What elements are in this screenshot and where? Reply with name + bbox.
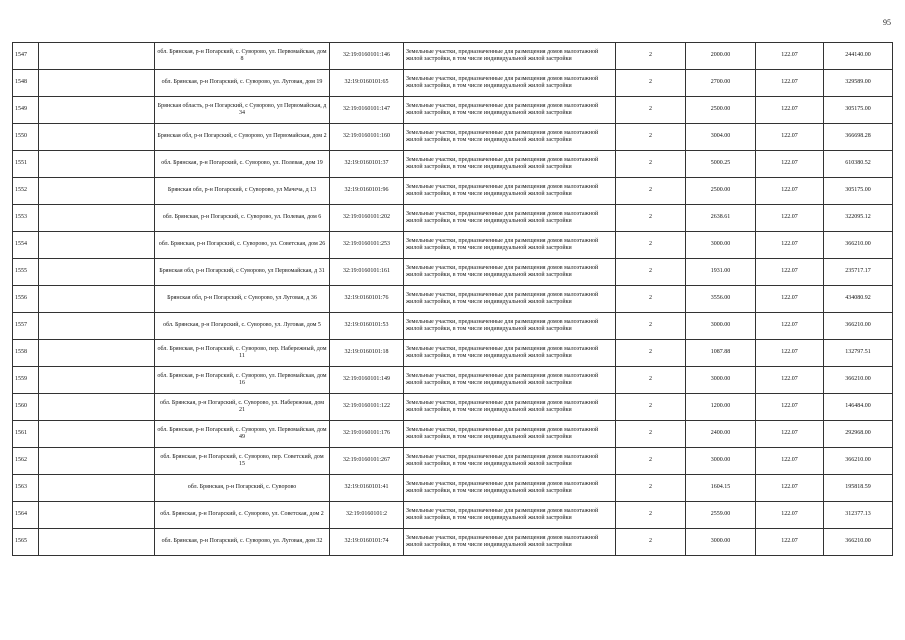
cadastral-number-cell: 32:19:0160101:2 (330, 502, 404, 529)
row-number-cell: 1552 (13, 178, 39, 205)
area-cell: 1931.00 (686, 259, 756, 286)
land-use-cell: Земельные участки, предназначенные для размещения домов малоэтажной жилой застройки, в том числе индивидуальной жилой застройки (404, 448, 616, 475)
table-row (13, 232, 893, 259)
address-cell: обл. Брянская, р-н Погарский, с. Суворово (155, 475, 330, 502)
cadastral-value-cell: 366210.00 (824, 232, 893, 259)
cadastral-value-cell: 329589.00 (824, 70, 893, 97)
group-cell: 2 (616, 151, 686, 178)
area-cell: 3004.00 (686, 124, 756, 151)
table-row (13, 124, 893, 151)
cadastral-value-cell: 235717.17 (824, 259, 893, 286)
cadastral-number-cell: 32:19:0160101:76 (330, 286, 404, 313)
empty-cell (39, 151, 155, 178)
empty-cell (39, 205, 155, 232)
row-number-cell: 1554 (13, 232, 39, 259)
area-cell: 2400.00 (686, 421, 756, 448)
specific-value-cell: 122.07 (756, 124, 824, 151)
table-row (13, 502, 893, 529)
empty-cell (39, 124, 155, 151)
cadastral-value-cell: 366210.00 (824, 313, 893, 340)
land-use-cell: Земельные участки, предназначенные для размещения домов малоэтажной жилой застройки, в том числе индивидуальной жилой застройки (404, 394, 616, 421)
address-cell: Брянская обл, р-н Погарский, с Суворово, ул Первомайская, д 31 (155, 259, 330, 286)
area-cell: 3000.00 (686, 232, 756, 259)
cadastral-number-cell: 32:19:0160101:74 (330, 529, 404, 556)
specific-value-cell: 122.07 (756, 232, 824, 259)
specific-value-cell: 122.07 (756, 70, 824, 97)
empty-cell (39, 394, 155, 421)
table-row (13, 313, 893, 340)
table-row (13, 70, 893, 97)
specific-value-cell: 122.07 (756, 529, 824, 556)
land-use-cell: Земельные участки, предназначенные для размещения домов малоэтажной жилой застройки, в том числе индивидуальной жилой застройки (404, 124, 616, 151)
group-cell: 2 (616, 259, 686, 286)
group-cell: 2 (616, 313, 686, 340)
table-row (13, 97, 893, 124)
empty-cell (39, 178, 155, 205)
cadastral-number-cell: 32:19:0160101:161 (330, 259, 404, 286)
empty-cell (39, 340, 155, 367)
cadastral-value-cell: 322095.12 (824, 205, 893, 232)
cadastral-value-cell: 305175.00 (824, 178, 893, 205)
table-row (13, 43, 893, 70)
address-cell: обл. Брянская, р-н Погарский, с. Суворово, ул. Первомайская, дом 16 (155, 367, 330, 394)
address-cell: обл. Брянская, р-н Погарский, с. Суворово, ул. Полевая, дом 6 (155, 205, 330, 232)
cadastral-number-cell: 32:19:0160101:147 (330, 97, 404, 124)
group-cell: 2 (616, 421, 686, 448)
cadastral-value-cell: 366698.28 (824, 124, 893, 151)
row-number-cell: 1557 (13, 313, 39, 340)
cadastral-value-cell: 366210.00 (824, 448, 893, 475)
address-cell: обл. Брянская, р-н Погарский, с. Суворово, пер. Набережный, дом 11 (155, 340, 330, 367)
empty-cell (39, 367, 155, 394)
cadastral-number-cell: 32:19:0160101:253 (330, 232, 404, 259)
specific-value-cell: 122.07 (756, 475, 824, 502)
row-number-cell: 1553 (13, 205, 39, 232)
area-cell: 1200.00 (686, 394, 756, 421)
address-cell: обл. Брянская, р-н Погарский, с. Суворово, ул. Луговая, дом 32 (155, 529, 330, 556)
address-cell: обл. Брянская, р-н Погарский, с. Суворово, ул. Первомайская, дом 49 (155, 421, 330, 448)
empty-cell (39, 475, 155, 502)
row-number-cell: 1548 (13, 70, 39, 97)
area-cell: 5000.25 (686, 151, 756, 178)
specific-value-cell: 122.07 (756, 448, 824, 475)
area-cell: 1604.15 (686, 475, 756, 502)
row-number-cell: 1564 (13, 502, 39, 529)
area-cell: 3000.00 (686, 448, 756, 475)
empty-cell (39, 97, 155, 124)
group-cell: 2 (616, 394, 686, 421)
table-row (13, 259, 893, 286)
cadastral-value-cell: 312377.13 (824, 502, 893, 529)
cadastral-number-cell: 32:19:0160101:122 (330, 394, 404, 421)
specific-value-cell: 122.07 (756, 178, 824, 205)
cadastral-value-cell: 195818.59 (824, 475, 893, 502)
table-row (13, 151, 893, 178)
group-cell: 2 (616, 70, 686, 97)
cadastral-value-table (12, 42, 893, 556)
specific-value-cell: 122.07 (756, 367, 824, 394)
specific-value-cell: 122.07 (756, 151, 824, 178)
table-row (13, 421, 893, 448)
empty-cell (39, 43, 155, 70)
address-cell: обл. Брянская, р-н Погарский, с. Суворово, ул. Полевая, дом 19 (155, 151, 330, 178)
empty-cell (39, 259, 155, 286)
area-cell: 2700.00 (686, 70, 756, 97)
land-use-cell: Земельные участки, предназначенные для размещения домов малоэтажной жилой застройки, в том числе индивидуальной жилой застройки (404, 259, 616, 286)
table-row (13, 367, 893, 394)
row-number-cell: 1562 (13, 448, 39, 475)
group-cell: 2 (616, 43, 686, 70)
table-row (13, 286, 893, 313)
address-cell: обл. Брянская, р-н Погарский, с. Суворово, ул. Советская, дом 26 (155, 232, 330, 259)
row-number-cell: 1547 (13, 43, 39, 70)
row-number-cell: 1563 (13, 475, 39, 502)
specific-value-cell: 122.07 (756, 259, 824, 286)
table-row (13, 448, 893, 475)
row-number-cell: 1558 (13, 340, 39, 367)
empty-cell (39, 529, 155, 556)
land-use-cell: Земельные участки, предназначенные для размещения домов малоэтажной жилой застройки, в том числе индивидуальной жилой застройки (404, 529, 616, 556)
address-cell: Брянская обл, р-н Погарский, с Суворово, ул Первомайская, дом 2 (155, 124, 330, 151)
land-use-cell: Земельные участки, предназначенные для размещения домов малоэтажной жилой застройки, в том числе индивидуальной жилой застройки (404, 286, 616, 313)
row-number-cell: 1555 (13, 259, 39, 286)
cadastral-number-cell: 32:19:0160101:53 (330, 313, 404, 340)
table-row (13, 394, 893, 421)
cadastral-number-cell: 32:19:0160101:37 (330, 151, 404, 178)
address-cell: обл. Брянская, р-н Погарский, с. Суворово, ул. Первомайская, дом 8 (155, 43, 330, 70)
address-cell: обл. Брянская, р-н Погарский, с. Суворово, ул. Советская, дом 2 (155, 502, 330, 529)
table-row (13, 529, 893, 556)
empty-cell (39, 232, 155, 259)
empty-cell (39, 286, 155, 313)
land-use-cell: Земельные участки, предназначенные для размещения домов малоэтажной жилой застройки, в том числе индивидуальной жилой застройки (404, 205, 616, 232)
cadastral-value-cell: 146484.00 (824, 394, 893, 421)
land-use-cell: Земельные участки, предназначенные для размещения домов малоэтажной жилой застройки, в том числе индивидуальной жилой застройки (404, 367, 616, 394)
land-use-cell: Земельные участки, предназначенные для размещения домов малоэтажной жилой застройки, в том числе индивидуальной жилой застройки (404, 475, 616, 502)
cadastral-number-cell: 32:19:0160101:96 (330, 178, 404, 205)
area-cell: 3000.00 (686, 313, 756, 340)
land-use-cell: Земельные участки, предназначенные для размещения домов малоэтажной жилой застройки, в том числе индивидуальной жилой застройки (404, 70, 616, 97)
land-use-cell: Земельные участки, предназначенные для размещения домов малоэтажной жилой застройки, в том числе индивидуальной жилой застройки (404, 313, 616, 340)
address-cell: Брянская область, р-н Погарский, с Суворово, ул Первомайская, д 34 (155, 97, 330, 124)
empty-cell (39, 70, 155, 97)
cadastral-number-cell: 32:19:0160101:267 (330, 448, 404, 475)
row-number-cell: 1565 (13, 529, 39, 556)
address-cell: обл. Брянская, р-н Погарский, с. Суворово, ул. Луговая, дом 19 (155, 70, 330, 97)
group-cell: 2 (616, 286, 686, 313)
table-row (13, 178, 893, 205)
area-cell: 3000.00 (686, 367, 756, 394)
area-cell: 2000.00 (686, 43, 756, 70)
area-cell: 3000.00 (686, 529, 756, 556)
land-use-cell: Земельные участки, предназначенные для размещения домов малоэтажной жилой застройки, в том числе индивидуальной жилой застройки (404, 232, 616, 259)
area-cell: 2559.00 (686, 502, 756, 529)
land-use-cell: Земельные участки, предназначенные для размещения домов малоэтажной жилой застройки, в том числе индивидуальной жилой застройки (404, 151, 616, 178)
group-cell: 2 (616, 340, 686, 367)
row-number-cell: 1561 (13, 421, 39, 448)
row-number-cell: 1550 (13, 124, 39, 151)
cadastral-number-cell: 32:19:0160101:18 (330, 340, 404, 367)
cadastral-value-cell: 292968.00 (824, 421, 893, 448)
land-use-cell: Земельные участки, предназначенные для размещения домов малоэтажной жилой застройки, в том числе индивидуальной жилой застройки (404, 502, 616, 529)
specific-value-cell: 122.07 (756, 502, 824, 529)
cadastral-value-cell: 244140.00 (824, 43, 893, 70)
land-use-cell: Земельные участки, предназначенные для размещения домов малоэтажной жилой застройки, в том числе индивидуальной жилой застройки (404, 97, 616, 124)
address-cell: Брянская обл, р-н Погарский, с Суворово, ул Мачеча, д 13 (155, 178, 330, 205)
page-number: 95 (883, 18, 891, 27)
cadastral-number-cell: 32:19:0160101:146 (330, 43, 404, 70)
cadastral-number-cell: 32:19:0160101:160 (330, 124, 404, 151)
cadastral-number-cell: 32:19:0160101:202 (330, 205, 404, 232)
cadastral-number-cell: 32:19:0160101:41 (330, 475, 404, 502)
land-use-cell: Земельные участки, предназначенные для размещения домов малоэтажной жилой застройки, в том числе индивидуальной жилой застройки (404, 421, 616, 448)
address-cell: обл. Брянская, р-н Погарский, с. Суворово, ул. Набережная, дом 21 (155, 394, 330, 421)
area-cell: 2500.00 (686, 178, 756, 205)
area-cell: 2500.00 (686, 97, 756, 124)
row-number-cell: 1551 (13, 151, 39, 178)
table-row (13, 205, 893, 232)
group-cell: 2 (616, 502, 686, 529)
specific-value-cell: 122.07 (756, 286, 824, 313)
group-cell: 2 (616, 529, 686, 556)
area-cell: 3556.00 (686, 286, 756, 313)
area-cell: 2638.61 (686, 205, 756, 232)
land-use-cell: Земельные участки, предназначенные для размещения домов малоэтажной жилой застройки, в том числе индивидуальной жилой застройки (404, 340, 616, 367)
cadastral-number-cell: 32:19:0160101:65 (330, 70, 404, 97)
land-use-cell: Земельные участки, предназначенные для размещения домов малоэтажной жилой застройки, в том числе индивидуальной жилой застройки (404, 43, 616, 70)
specific-value-cell: 122.07 (756, 421, 824, 448)
row-number-cell: 1549 (13, 97, 39, 124)
cadastral-value-cell: 366210.00 (824, 367, 893, 394)
table-row (13, 340, 893, 367)
cadastral-value-cell: 610380.52 (824, 151, 893, 178)
empty-cell (39, 502, 155, 529)
group-cell: 2 (616, 367, 686, 394)
empty-cell (39, 313, 155, 340)
cadastral-value-cell: 434080.92 (824, 286, 893, 313)
cadastral-number-cell: 32:19:0160101:176 (330, 421, 404, 448)
specific-value-cell: 122.07 (756, 205, 824, 232)
area-cell: 1087.88 (686, 340, 756, 367)
row-number-cell: 1559 (13, 367, 39, 394)
table-row (13, 475, 893, 502)
specific-value-cell: 122.07 (756, 97, 824, 124)
row-number-cell: 1560 (13, 394, 39, 421)
specific-value-cell: 122.07 (756, 394, 824, 421)
specific-value-cell: 122.07 (756, 43, 824, 70)
land-use-cell: Земельные участки, предназначенные для размещения домов малоэтажной жилой застройки, в том числе индивидуальной жилой застройки (404, 178, 616, 205)
cadastral-value-cell: 305175.00 (824, 97, 893, 124)
specific-value-cell: 122.07 (756, 340, 824, 367)
group-cell: 2 (616, 232, 686, 259)
group-cell: 2 (616, 448, 686, 475)
group-cell: 2 (616, 178, 686, 205)
row-number-cell: 1556 (13, 286, 39, 313)
group-cell: 2 (616, 205, 686, 232)
empty-cell (39, 421, 155, 448)
cadastral-value-cell: 366210.00 (824, 529, 893, 556)
empty-cell (39, 448, 155, 475)
address-cell: обл. Брянская, р-н Погарский, с. Суворово, пер. Советский, дом 15 (155, 448, 330, 475)
group-cell: 2 (616, 97, 686, 124)
cadastral-value-cell: 132797.51 (824, 340, 893, 367)
group-cell: 2 (616, 124, 686, 151)
address-cell: обл. Брянская, р-н Погарский, с. Суворово, ул. Луговая, дом 5 (155, 313, 330, 340)
cadastral-number-cell: 32:19:0160101:149 (330, 367, 404, 394)
group-cell: 2 (616, 475, 686, 502)
table-body (13, 43, 893, 556)
specific-value-cell: 122.07 (756, 313, 824, 340)
address-cell: Брянская обл, р-н Погарский, с Суворово, ул Луговая, д 36 (155, 286, 330, 313)
